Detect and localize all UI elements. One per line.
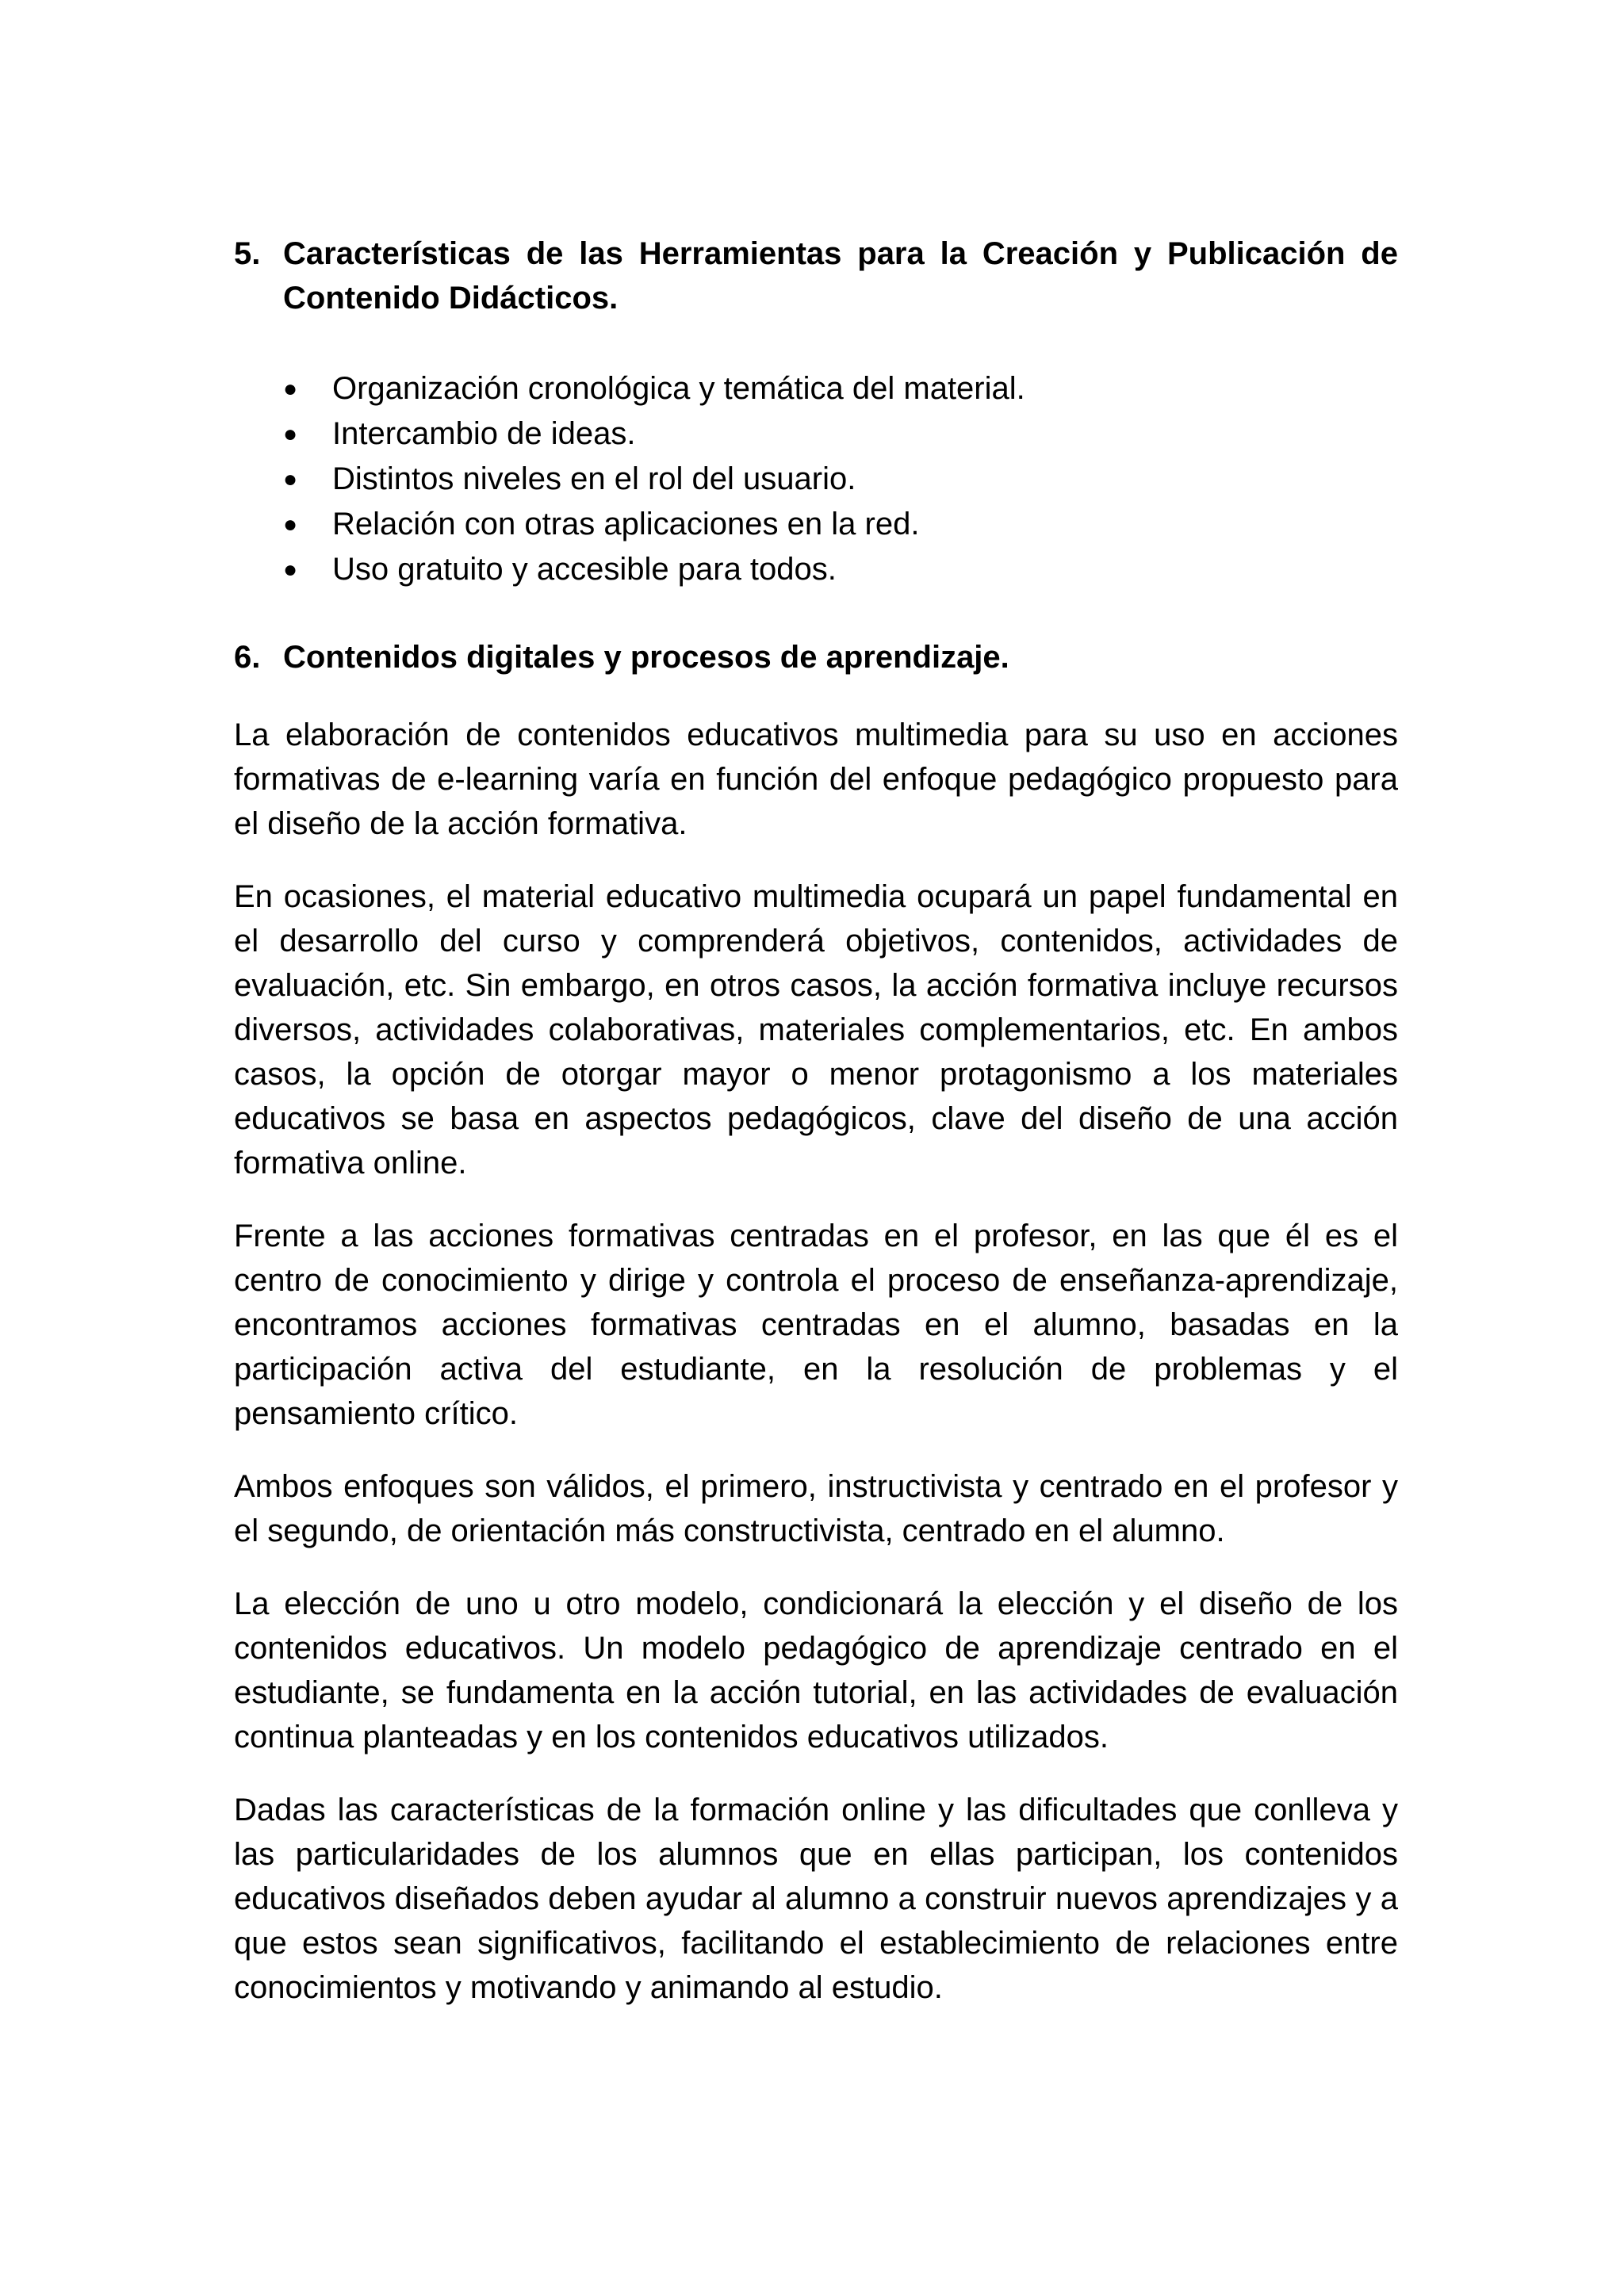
body-paragraph: La elección de uno u otro modelo, condicionará la elección y el diseño de los contenidos educativos. Un modelo pedagógico de aprendizaje centrado en el estudiante, se fundamenta en la acción tutorial, en las actividades de evaluación continua planteadas y en los contenidos educativos utilizados. (234, 1586, 1398, 1755)
list-item-text: Distintos niveles en el rol del usuario. (332, 461, 856, 496)
body-paragraph: Frente a las acciones formativas centradas en el profesor, en las que él es el centro de conocimiento y dirige y controla el proceso de enseñanza-aprendizaje, encontramos acciones formativas centradas en el alumno, basadas en la participación activa del estudiante, en la resolución de problemas y el pensamiento crítico. (234, 1219, 1398, 1431)
document-page (234, 232, 1398, 2038)
section-5-heading (234, 232, 1398, 320)
list-item (283, 547, 1398, 592)
body-paragraph: Ambos enfoques son válidos, el primero, instructivista y centrado en el profesor y el segundo, de orientación más constructivista, centrado en el alumno. (234, 1469, 1398, 1548)
bullet-icon: ● (283, 511, 298, 538)
list-item-text: Intercambio de ideas. (332, 416, 636, 451)
section-6-heading (234, 635, 1398, 679)
body-paragraph: En ocasiones, el material educativo multimedia ocupará un papel fundamental en el desarrollo del curso y comprenderá objetivos, contenidos, actividades de evaluación, etc. Sin embargo, en otros casos, la acción formativa incluye recursos diversos, actividades colaborativas, materiales complementarios, etc. En ambos casos, la opción de otorgar mayor o menor protagonismo a los materiales educativos se basa en aspectos pedagógicos, clave del diseño de una acción formativa online. (234, 879, 1398, 1181)
list-item-text: Relación con otras aplicaciones en la red. (332, 507, 920, 541)
list-item (283, 502, 1398, 547)
body-paragraph: La elaboración de contenidos educativos multimedia para su uso en acciones formativas de e-learning varía en función del enfoque pedagógico propuesto para el diseño de la acción formativa. (234, 718, 1398, 841)
section-5-number: 5. (234, 236, 261, 271)
section-6-number: 6. (234, 640, 261, 675)
bullet-icon: ● (283, 466, 298, 492)
bullet-icon: ● (283, 376, 298, 402)
bullet-icon: ● (283, 421, 298, 447)
list-item-text: Uso gratuito y accesible para todos. (332, 552, 837, 587)
bullet-icon: ● (283, 557, 298, 583)
section-6-title: Contenidos digitales y procesos de aprendizaje. (283, 640, 1009, 675)
list-item-text: Organización cronológica y temática del material. (332, 371, 1025, 406)
section-5-title: Características de las Herramientas para la Creación y Publicación de Contenido Didácticos. (283, 236, 1398, 316)
body-paragraph: Dadas las características de la formación online y las dificultades que conlleva y las particularidades de los alumnos que en ellas participan, los contenidos educativos diseñados deben ayudar al alumno a construir nuevos aprendizajes y a que estos sean significativos, facilitando el establecimiento de relaciones entre conocimientos y motivando y animando al estudio. (234, 1793, 1398, 2005)
list-item (283, 366, 1398, 411)
section-5-bullet-list (234, 366, 1398, 592)
list-item (283, 457, 1398, 502)
list-item (283, 411, 1398, 457)
